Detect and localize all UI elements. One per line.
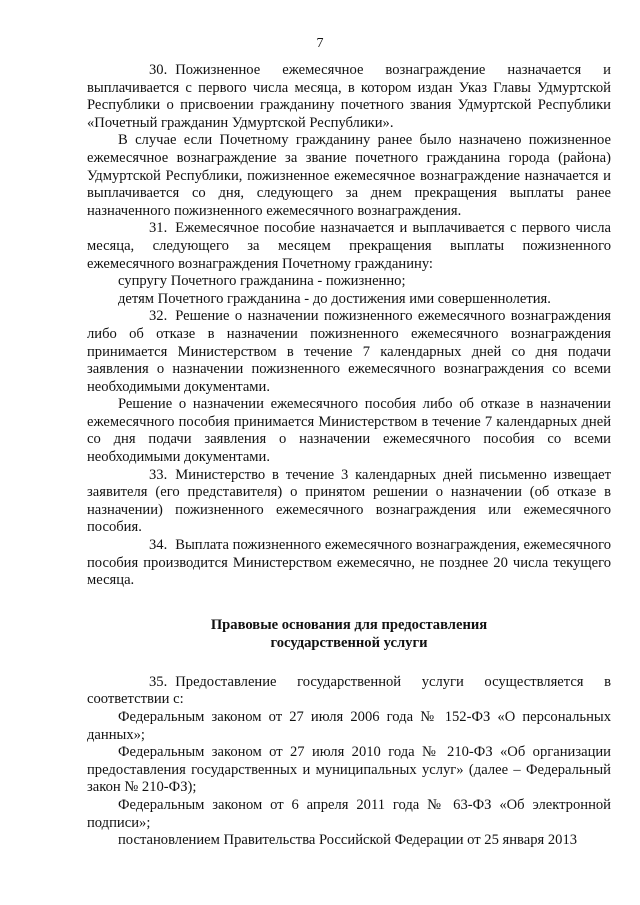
- paragraph-number: 32.: [149, 308, 168, 325]
- list-item: супругу Почетного гражданина - пожизненно;: [118, 273, 406, 290]
- paragraph-number: 30.: [149, 62, 168, 78]
- paragraph-text: Пожизненное ежемесячное вознаграждение назначается и выплачивается с первого числа месяца, в котором издан Указ Главы Удмуртской Республики о присвоении гражданину почетного звания Удмуртской Республики «Почетный гражданин Удмуртской Республики».: [87, 62, 611, 131]
- paragraph-text: В случае если Почетному гражданину ранее было назначено пожизненное ежемесячное вознаграждение за звание почетного гражданина города (района) Удмуртской Республики, пожизненное ежемесячное вознаграждение назначается и выплачивается со дня, следующего за днем прекращения выплаты ранее назначенного пожизненного ежемесячного вознаграждения.: [87, 132, 611, 219]
- paragraph-text: Федеральным законом от 27 июля 2010 года № 210-ФЗ «Об организации предоставления государственных и муниципальных услуг» (далее – Федеральный закон № 210-ФЗ);: [87, 744, 611, 796]
- paragraph-number: 33.: [149, 466, 168, 483]
- paragraph-31: [87, 220, 611, 273]
- list-item: детям Почетного гражданина - до достижения ими совершеннолетия.: [118, 290, 551, 307]
- paragraph-32-continued: [87, 396, 611, 466]
- paragraph-30-continued: [87, 132, 611, 220]
- paragraph-32: [87, 308, 611, 396]
- paragraph-text: Федеральным законом от 27 июля 2006 года № 152-ФЗ «О персональных данных»;: [87, 709, 611, 743]
- paragraph-text: Федеральным законом от 6 апреля 2011 года № 63-ФЗ «Об электронной подписи»;: [87, 796, 611, 831]
- paragraph-number: 35.: [149, 673, 168, 690]
- paragraph-34: [87, 537, 611, 590]
- legal-act-item: [87, 832, 611, 850]
- paragraph-text: Решение о назначении ежемесячного пособия либо об отказе в назначении ежемесячного пособия принимается Министерством в течение 7 календарных дней со дня подачи заявления о назначении ежемесячного пособия со всеми необходимыми документами.: [87, 396, 611, 466]
- legal-act-item: [87, 797, 611, 832]
- paragraph-33: [87, 467, 611, 537]
- paragraph-text: постановлением Правительства Российской Федерации от 25 января 2013: [118, 832, 578, 849]
- paragraph-text: Министерство в течение 3 календарных дней письменно извещает заявителя (его представителя) о принятом решении о назначении (об отказе в назначении) пожизненного ежемесячного вознаграждения или ежемесячного пособия.: [87, 466, 611, 536]
- document-body: [87, 62, 611, 850]
- paragraph-30: [87, 62, 611, 132]
- section-heading: [87, 616, 611, 652]
- paragraph-text: Решение о назначении пожизненного ежемесячного вознаграждения либо об отказе в назначении пожизненного ежемесячного вознаграждения принимается Министерством в течение 7 календарных дней со дня подачи заявления о назначении пожизненного ежемесячного вознаграждения со всеми необходимыми документами.: [87, 308, 611, 395]
- section-heading-line: Правовые основания для предоставления: [210, 616, 488, 633]
- paragraph-number: 34.: [149, 537, 168, 554]
- page-number: 7: [316, 36, 324, 51]
- paragraph-35: [87, 674, 611, 709]
- paragraph-number: 31.: [149, 220, 168, 237]
- legal-act-item: [87, 709, 611, 744]
- paragraph-text: Выплата пожизненного ежемесячного вознаграждения, ежемесячного пособия производится Министерством ежемесячно, не позднее 20 числа текущего месяца.: [87, 537, 611, 589]
- section-heading-line: государственной услуги: [270, 634, 428, 651]
- legal-act-item: [87, 744, 611, 797]
- paragraph-text: Предоставление государственной услуги осуществляется в соответствии с:: [87, 673, 611, 708]
- paragraph-text: Ежемесячное пособие назначается и выплачивается с первого числа месяца, следующего за месяцем прекращения выплаты пожизненного ежемесячного вознаграждения Почетному гражданину:: [87, 220, 611, 272]
